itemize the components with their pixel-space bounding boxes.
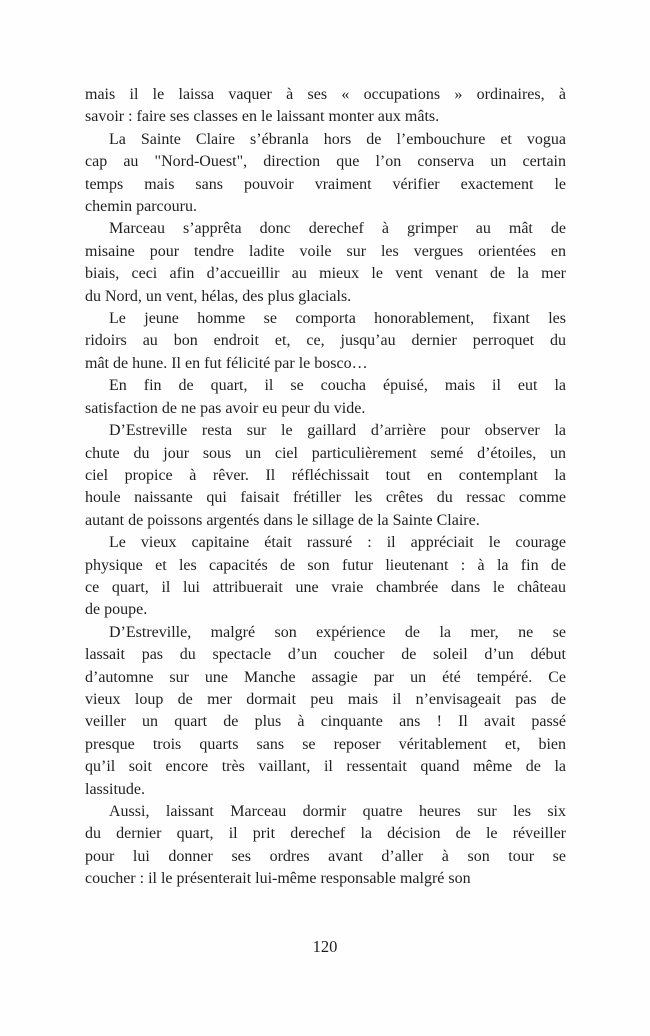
- paragraph: [85, 622, 566, 801]
- text-line: savoir : faire ses classes en le laissant monter aux mâts.: [85, 108, 440, 126]
- text-line: biais, ceci afin d’accueillir au mieux le vent venant de la mer: [85, 265, 566, 283]
- text-block: [85, 84, 566, 891]
- text-line: chute du jour sous un ciel particulièrement semé d’étoiles, un: [85, 444, 566, 462]
- text-line: temps mais sans pouvoir vraiment vérifier exactement le: [85, 175, 566, 193]
- text-line: houle naissante qui faisait frétiller les crêtes du ressac comme: [85, 489, 566, 507]
- text-line: Le vieux capitaine était rassuré : il appréciait le courage: [109, 534, 566, 552]
- text-line: d’automne sur une Manche assagie par un été tempéré. Ce: [85, 668, 566, 686]
- paragraph: [85, 532, 566, 622]
- text-line: chemin parcouru.: [85, 198, 197, 216]
- paragraph: [85, 84, 566, 129]
- text-line: du dernier quart, il prit derechef la décision de le réveiller: [85, 825, 566, 843]
- text-line: Aussi, laissant Marceau dormir quatre heures sur les six: [109, 803, 566, 820]
- text-line: pour lui donner ses ordres avant d’aller à son tour se: [85, 847, 566, 865]
- text-line: ciel propice à rêver. Il réfléchissait tout en contemplant la: [85, 466, 566, 484]
- text-line: mât de hune. Il en fut félicité par le bosco…: [85, 354, 368, 372]
- text-line: coucher : il le présenterait lui-même responsable malgré son: [85, 870, 471, 888]
- text-line: ridoirs au bon endroit et, ce, jusqu’au dernier perroquet du: [85, 332, 566, 350]
- text-line: vieux loup de mer dormait peu mais il n’envisageait pas de: [85, 690, 566, 708]
- text-line: satisfaction de ne pas avoir eu peur du vide.: [85, 399, 366, 417]
- text-line: physique et les capacités de son futur lieutenant : à la fin de: [85, 556, 566, 574]
- text-line: Le jeune homme se comporta honorablement, fixant les: [109, 310, 566, 328]
- text-line: D’Estreville, malgré son expérience de la mer, ne se: [109, 623, 566, 641]
- text-line: du Nord, un vent, hélas, des plus glacials.: [85, 287, 352, 305]
- text-line: veiller un quart de plus à cinquante ans ! Il avait passé: [85, 713, 566, 731]
- text-line: En fin de quart, il se coucha épuisé, mais il eut la: [109, 377, 566, 395]
- text-line: mais il le laissa vaquer à ses « occupations » ordinaires, à: [85, 86, 566, 103]
- paragraph: [85, 375, 566, 420]
- text-line: D’Estreville resta sur le gaillard d’arrière pour observer la: [109, 422, 566, 440]
- page-number: 120: [312, 937, 338, 956]
- text-line: misaine pour tendre ladite voile sur les vergues orientées en: [85, 242, 566, 260]
- text-line: presque trois quarts sans se reposer véritablement et, bien: [85, 735, 566, 753]
- paragraph: [85, 308, 566, 375]
- text-line: qu’il soit encore très vaillant, il ressentait quand même de la: [85, 758, 566, 776]
- text-line: de poupe.: [85, 601, 148, 619]
- text-line: lassait pas du spectacle d’un coucher de soleil d’un début: [85, 646, 566, 664]
- paragraph: [85, 420, 566, 532]
- paragraph: [85, 129, 566, 219]
- text-line: ce quart, il lui attribuerait une vraie chambrée dans le château: [85, 578, 566, 596]
- text-line: La Sainte Claire s’ébranla hors de l’embouchure et vogua: [109, 130, 566, 148]
- paragraph: [85, 801, 566, 891]
- paragraph: [85, 218, 566, 308]
- text-line: lassitude.: [85, 780, 145, 798]
- text-line: Marceau s’apprêta donc derechef à grimper au mât de: [109, 220, 566, 238]
- text-line: cap au "Nord-Ouest", direction que l’on conserva un certain: [85, 153, 566, 171]
- text-line: autant de poissons argentés dans le sillage de la Sainte Claire.: [85, 511, 480, 529]
